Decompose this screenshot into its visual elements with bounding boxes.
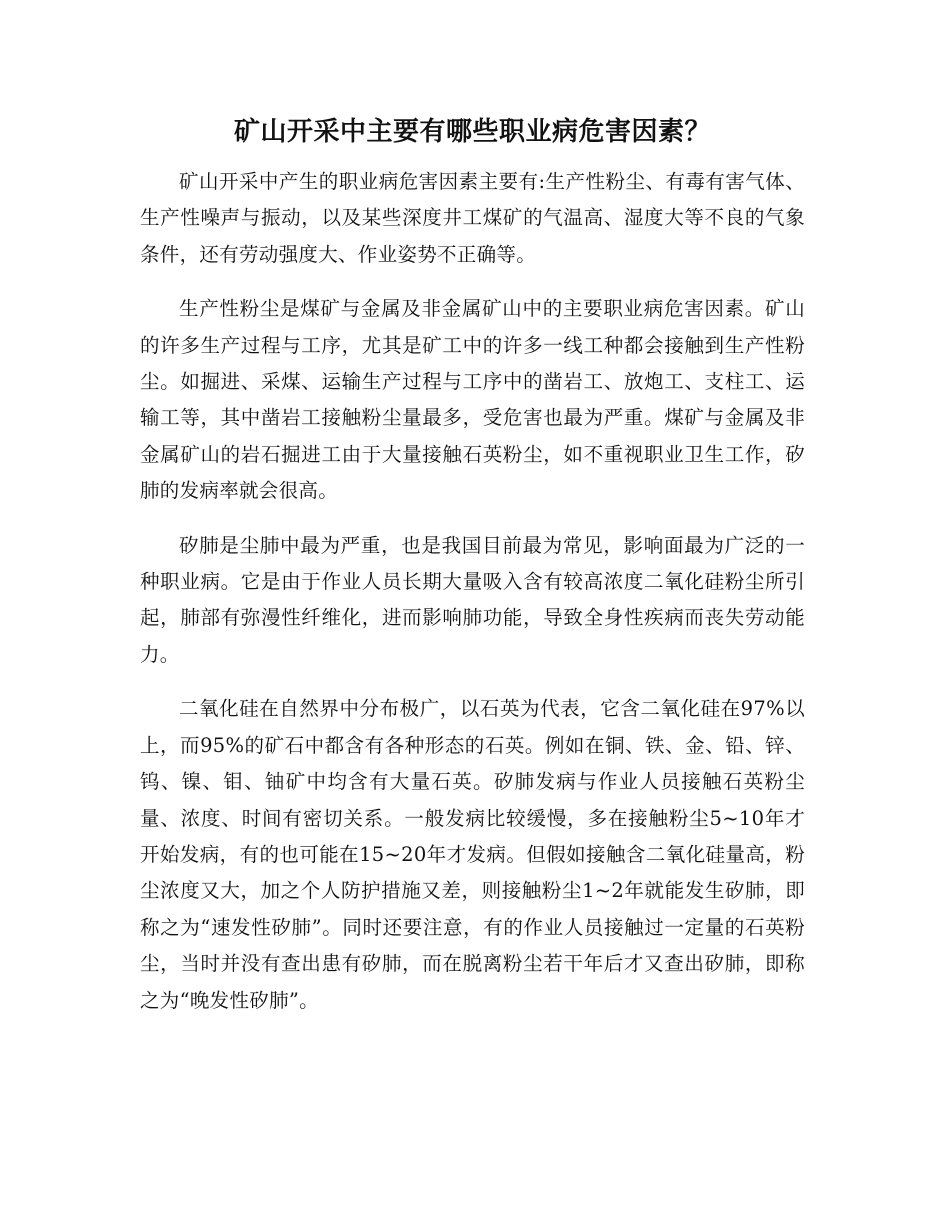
document-body [140,164,805,1037]
paragraph-overview: 矿山开采中产生的职业病危害因素主要有:生产性粉尘、有毒有害气体、生产性噪声与振动，以及某些深度井工煤矿的气温高、湿度大等不良的气象条件，还有劳动强度大、作业姿势不正确等。 [140,170,805,266]
paragraph-dust: 生产性粉尘是煤矿与金属及非金属矿山中的主要职业病危害因素。矿山的许多生产过程与工序，尤其是矿工中的许多一线工种都会接触到生产性粉尘。如掘进、采煤、运输生产过程与工序中的凿岩工、放炮工、支柱工、运输工等，其中凿岩工接触粉尘量最多，受危害也最为严重。煤矿与金属及非金属矿山的岩石掘进工由于大量接触石英粉尘，如不重视职业卫生工作，矽肺的发病率就会很高。 [140,297,805,503]
paragraph-silicosis: 矽肺是尘肺中最为严重，也是我国目前最为常见，影响面最为广泛的一种职业病。它是由于作业人员长期大量吸入含有较高浓度二氧化硅粉尘所引起，肺部有弥漫性纤维化，进而影响肺功能，导致全身性疾病而丧失劳动能力。 [140,533,805,666]
paragraph-silica: 二氧化硅在自然界中分布极广，以石英为代表，它含二氧化硅在97%以上，而95%的矿石中都含有各种形态的石英。例如在铜、铁、金、铅、锌、钨、镍、钼、铀矿中均含有大量石英。矽肺发病与作业人员接触石英粉尘量、浓度、时间有密切关系。一般发病比较缓慢，多在接触粉尘5~10年才开始发病，有的也可能在15~20年才发病。但假如接触含二氧化硅量高，粉尘浓度又大，加之个人防护措施又差，则接触粉尘1~2年就能发生矽肺，即称之为“速发性矽肺”。同时还要注意，有的作业人员接触过一定量的石英粉尘，当时并没有查出患有矽肺，而在脱离粉尘若干年后才又查出矽肺，即称之为“晚发性矽肺”。 [140,697,805,1012]
page-title: 矿山开采中主要有哪些职业病危害因素？ [233,117,711,147]
